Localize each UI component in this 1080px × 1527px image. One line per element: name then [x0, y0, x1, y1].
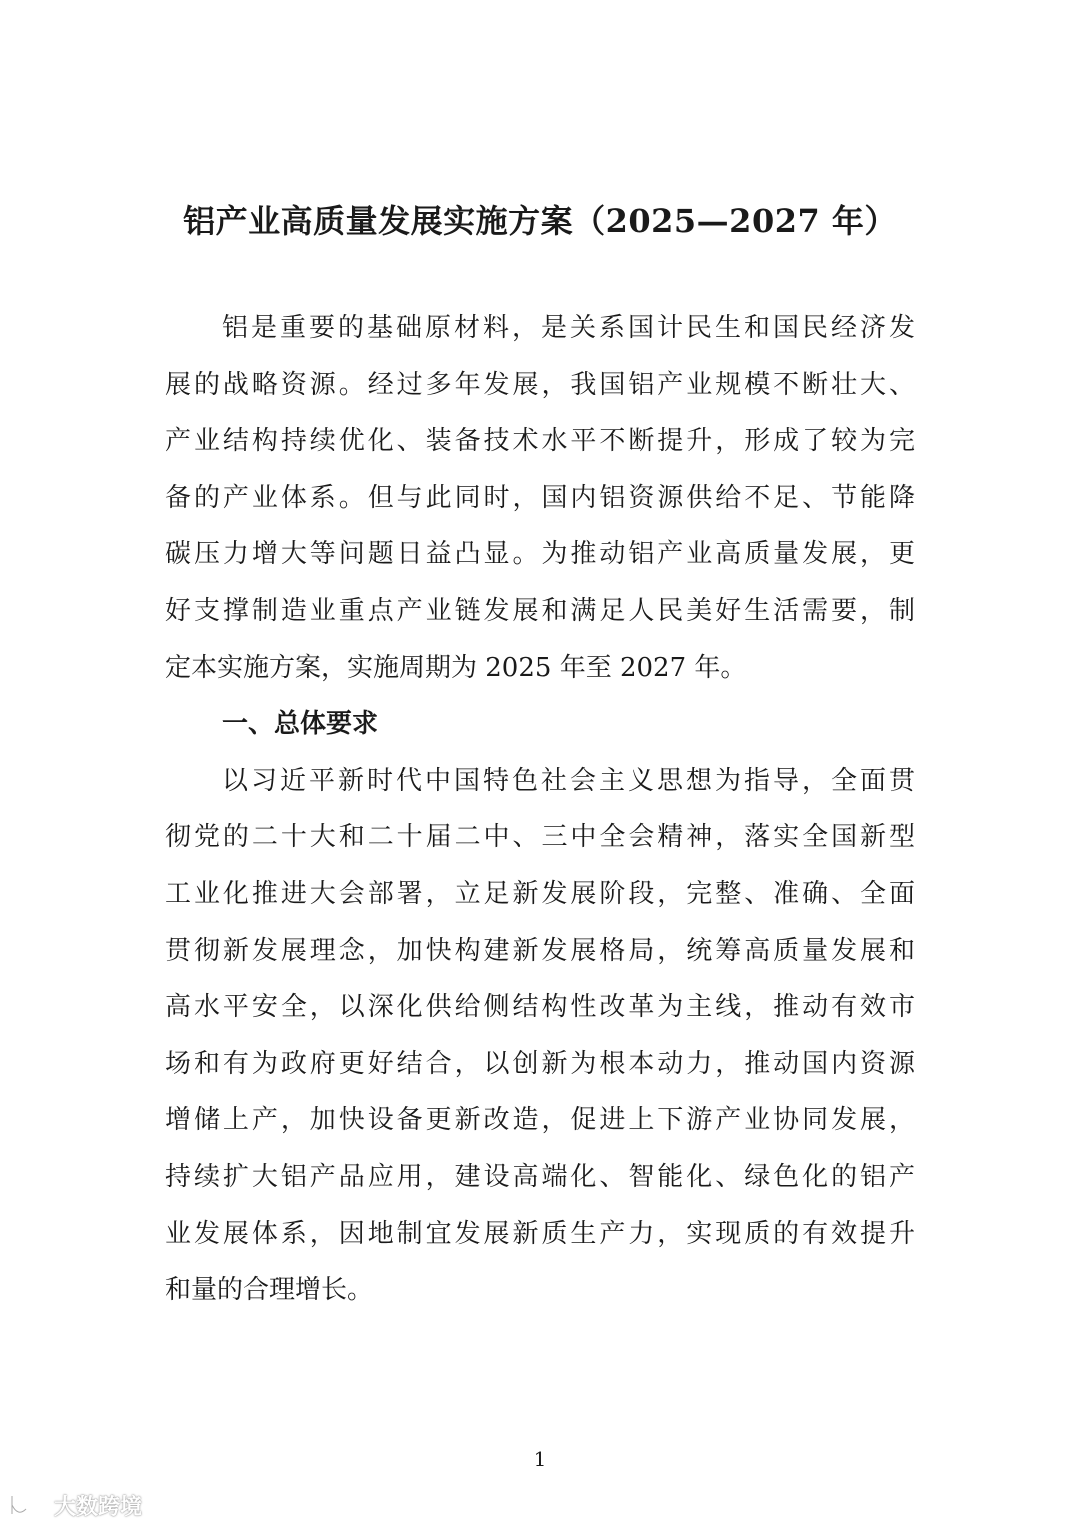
- paragraph-line: 展的战略资源。经过多年发展，我国铝产业规模不断壮大、: [165, 369, 915, 400]
- document-title: 铝产业高质量发展实施方案（2025—2027 年）: [183, 202, 897, 240]
- paragraph-line: 高水平安全，以深化供给侧结构性改革为主线，推动有效市: [165, 992, 915, 1023]
- page-number: 1: [533, 1447, 547, 1471]
- paragraph-line: 好支撑制造业重点产业链发展和满足人民美好生活需要，制: [165, 595, 915, 626]
- watermark-logo-icon: [8, 1492, 48, 1520]
- paragraph-line: 持续扩大铝产品应用，建设高端化、智能化、绿色化的铝产: [165, 1161, 915, 1192]
- watermark: [8, 1490, 142, 1521]
- paragraph-line: 贯彻新发展理念，加快构建新发展格局，统筹高质量发展和: [165, 935, 915, 966]
- watermark-text: 大数跨境: [54, 1495, 143, 1520]
- paragraph-line: 业发展体系，因地制宜发展新质生产力，实现质的有效提升: [165, 1218, 915, 1249]
- paragraph-line: 工业化推进大会部署，立足新发展阶段，完整、准确、全面: [165, 878, 915, 909]
- section-heading: 一、总体要求: [222, 709, 379, 740]
- paragraph-line: 场和有为政府更好结合，以创新为根本动力，推动国内资源: [165, 1048, 915, 1079]
- paragraph-line: 碳压力增大等问题日益凸显。为推动铝产业高质量发展，更: [165, 539, 915, 570]
- paragraph-line: 定本实施方案，实施周期为 2025 年至 2027 年。: [165, 652, 747, 683]
- paragraph-line: 增储上产，加快设备更新改造，促进上下游产业协同发展，: [165, 1105, 915, 1136]
- paragraph-line: 以习近平新时代中国特色社会主义思想为指导，全面贯: [222, 765, 915, 796]
- paragraph-line: 备的产业体系。但与此同时，国内铝资源供给不足、节能降: [165, 482, 915, 513]
- paragraph-line: 和量的合理增长。: [165, 1275, 374, 1306]
- paragraph-line: 铝是重要的基础原材料，是关系国计民生和国民经济发: [222, 313, 915, 343]
- document-body: [165, 310, 915, 1329]
- paragraph-line: 产业结构持续优化、装备技术水平不断提升，形成了较为完: [165, 426, 915, 457]
- paragraph-line: 彻党的二十大和二十届二中、三中全会精神，落实全国新型: [165, 822, 915, 853]
